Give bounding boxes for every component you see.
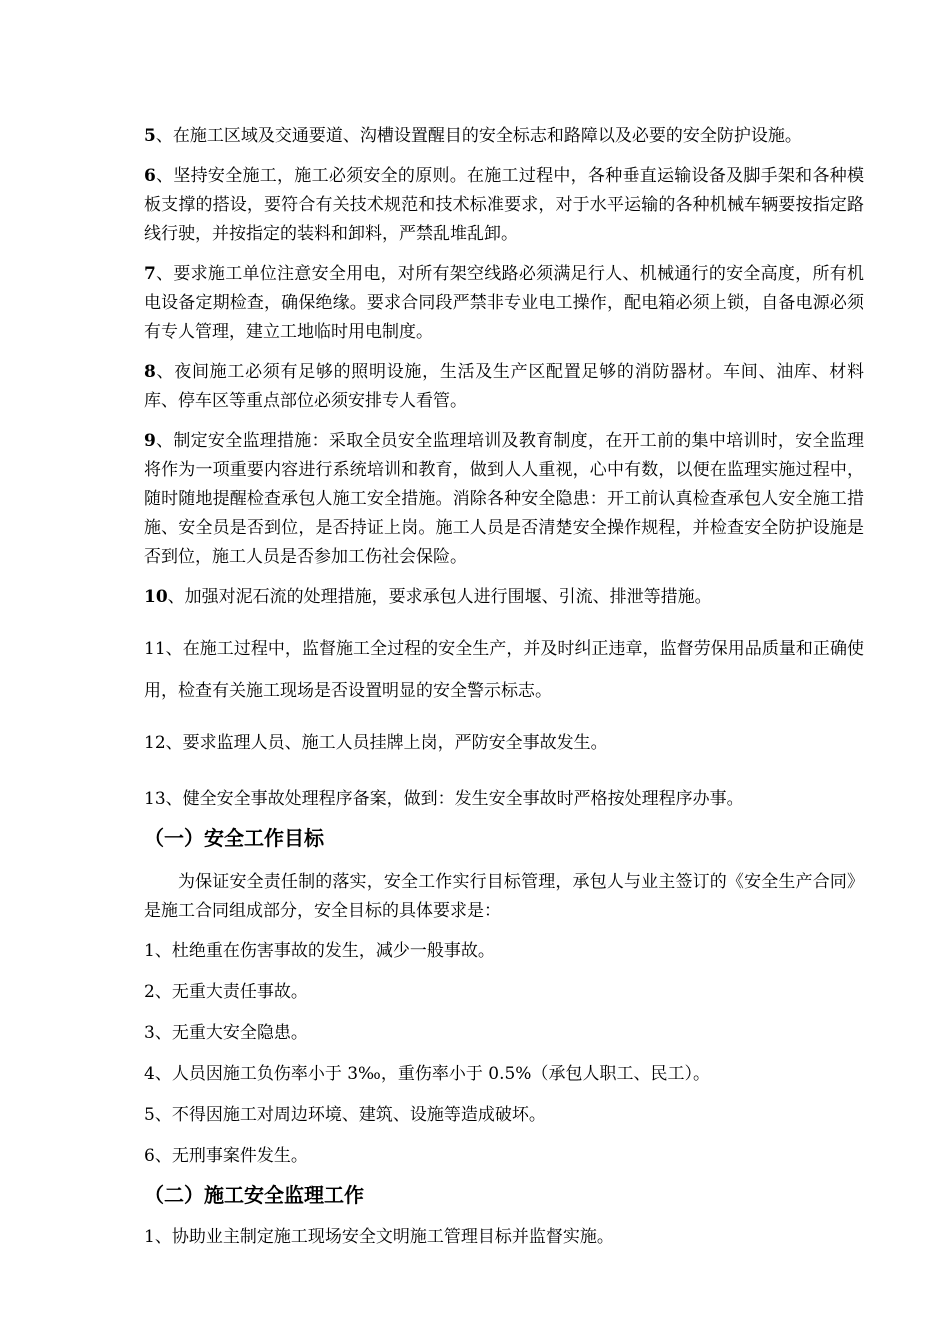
goal-item: 3、无重大安全隐患。 bbox=[144, 1023, 308, 1043]
item-separator: 、 bbox=[155, 264, 174, 284]
item-separator: 、 bbox=[155, 362, 175, 382]
item-12: 12、要求监理人员、施工人员挂牌上岗，严防安全事故发生。 bbox=[144, 733, 608, 753]
item-text: 在施工区域及交通要道、沟槽设置醒目的安全标志和路障以及必要的安全防护设施。 bbox=[172, 126, 802, 146]
section-heading-safety-goals: （一）安全工作目标 bbox=[144, 826, 324, 850]
section-intro: 为保证安全责任制的落实，安全工作实行目标管理，承包人与业主签订的《安全生产合同》是施工合同组成部分，安全目标的具体要求是： bbox=[144, 872, 864, 921]
goal-item: 6、无刑事案件发生。 bbox=[144, 1146, 308, 1166]
item-separator: 、 bbox=[155, 166, 174, 186]
document-body bbox=[144, 122, 864, 1264]
item-5 bbox=[144, 122, 864, 151]
item-text: 加强对泥石流的处理措施，要求承包人进行围堰、引流、排泄等措施。 bbox=[184, 587, 712, 607]
item-text: 要求施工单位注意安全用电，对所有架空线路必须满足行人、机械通行的安全高度，所有机电设备定期检查，确保绝缘。要求合同段严禁非专业电工操作，配电箱必须上锁，自备电源必须有专人管理，建立工地临时用电制度。 bbox=[144, 264, 865, 342]
item-separator: 、 bbox=[167, 587, 185, 607]
item-separator: 、 bbox=[155, 126, 173, 146]
goal-item: 2、无重大责任事故。 bbox=[144, 982, 308, 1002]
item-8 bbox=[144, 358, 864, 416]
item-number: 5 bbox=[144, 126, 156, 146]
item-6 bbox=[144, 162, 864, 249]
goal-item: 5、不得因施工对周边环境、建筑、设施等造成破坏。 bbox=[144, 1105, 546, 1125]
item-number: 6 bbox=[144, 166, 156, 186]
item-number: 9 bbox=[144, 431, 156, 451]
item-number: 10 bbox=[144, 587, 168, 607]
supervision-item: 1、协助业主制定施工现场安全文明施工管理目标并监督实施。 bbox=[144, 1227, 614, 1247]
item-10 bbox=[144, 583, 864, 612]
item-separator: 、 bbox=[155, 431, 174, 451]
item-text: 制定安全监理措施：采取全员安全监理培训及教育制度，在开工前的集中培训时，安全监理将作为一项重要内容进行系统培训和教育，做到人人重视，心中有数，以便在监理实施过程中，随时随地提醒检查承包人施工安全措施。消除各种安全隐患：开工前认真检查承包人安全施工措施、安全员是否到位，是否持证上岗。施工人员是否清楚安全操作规程，并检查安全防护设施是否到位，施工人员是否参加工伤社会保险。 bbox=[144, 431, 865, 567]
item-number: 7 bbox=[144, 264, 156, 284]
goal-item: 4、人员因施工负伤率小于 3‰，重伤率小于 0.5%（承包人职工、民工）。 bbox=[144, 1064, 710, 1084]
item-11: 11、在施工过程中，监督施工全过程的安全生产，并及时纠正违章，监督劳保用品质量和正确使用，检查有关施工现场是否设置明显的安全警示标志。 bbox=[144, 639, 864, 701]
item-13: 13、健全安全事故处理程序备案，做到：发生安全事故时严格按处理程序办事。 bbox=[144, 789, 744, 809]
item-number: 8 bbox=[144, 362, 156, 382]
item-7 bbox=[144, 260, 864, 347]
goal-item: 1、杜绝重在伤害事故的发生，减少一般事故。 bbox=[144, 941, 495, 961]
item-text: 坚持安全施工，施工必须安全的原则。在施工过程中，各种垂直运输设备及脚手架和各种模板支撑的搭设，要符合有关技术规范和技术标准要求，对于水平运输的各种机械车辆要按指定路线行驶，并按指定的装料和卸料，严禁乱堆乱卸。 bbox=[144, 166, 865, 244]
item-9 bbox=[144, 427, 864, 572]
item-text: 夜间施工必须有足够的照明设施，生活及生产区配置足够的消防器材。车间、油库、材料库、停车区等重点部位必须安排专人看管。 bbox=[144, 362, 865, 411]
section-heading-supervision: （二）施工安全监理工作 bbox=[144, 1183, 364, 1207]
